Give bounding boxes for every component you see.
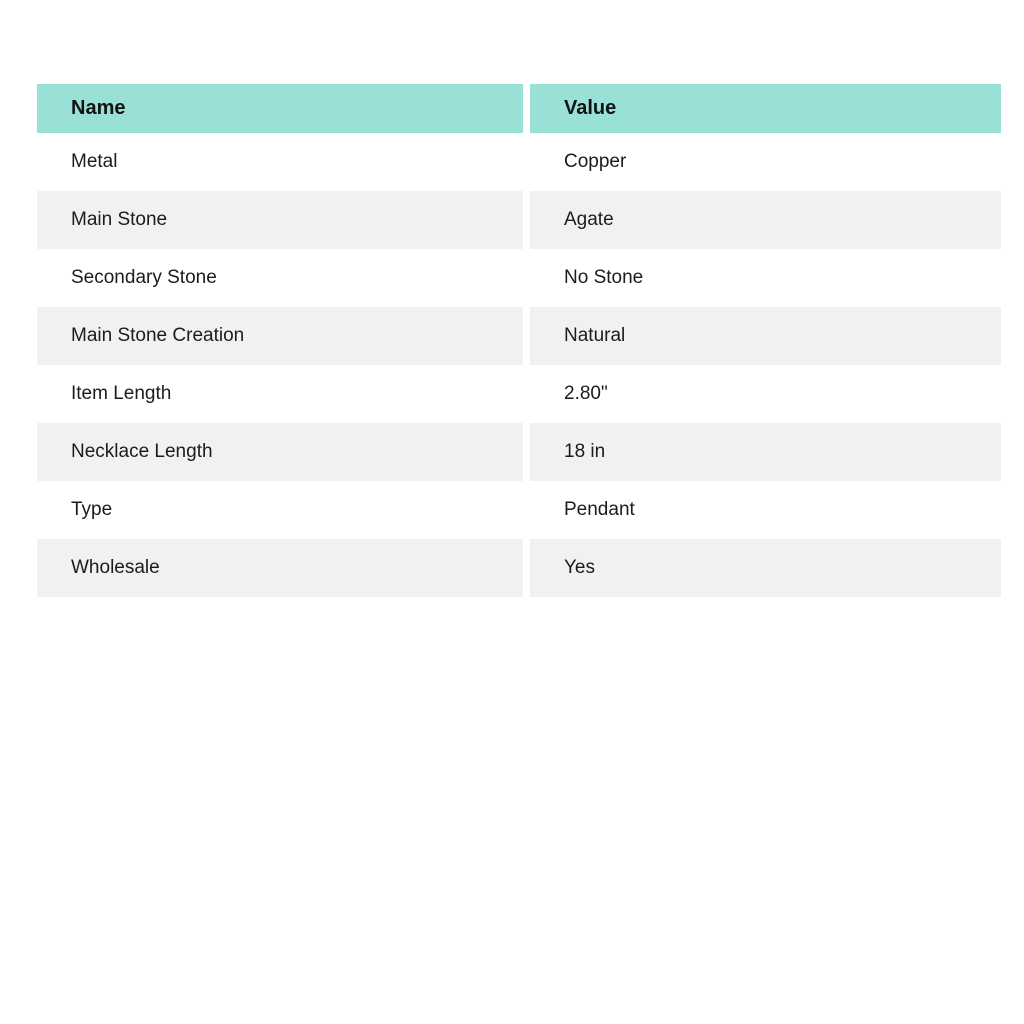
header-name-label: Name	[71, 97, 126, 119]
row-name-cell	[37, 365, 523, 423]
row-name-cell	[37, 481, 523, 539]
header-cell-name	[37, 84, 523, 133]
row-name-cell	[37, 249, 523, 307]
row-name-cell	[37, 191, 523, 249]
attribute-value: 2.80"	[564, 383, 608, 404]
row-value-cell	[530, 481, 1001, 539]
row-value-cell	[530, 133, 1001, 191]
row-name-cell	[37, 307, 523, 365]
row-value-cell	[530, 191, 1001, 249]
attribute-value: Pendant	[564, 499, 635, 520]
table-row	[37, 133, 1001, 191]
table-header-row	[37, 84, 1001, 133]
row-value-cell	[530, 423, 1001, 481]
header-value-label: Value	[564, 97, 617, 119]
row-value-cell	[530, 307, 1001, 365]
table-row	[37, 481, 1001, 539]
attribute-name: Wholesale	[71, 557, 160, 578]
table-row	[37, 365, 1001, 423]
row-value-cell	[530, 365, 1001, 423]
table-row	[37, 539, 1001, 597]
attribute-name: Necklace Length	[71, 441, 213, 462]
row-name-cell	[37, 539, 523, 597]
table-row	[37, 249, 1001, 307]
attribute-name: Main Stone Creation	[71, 325, 245, 346]
attribute-value: Natural	[564, 325, 626, 346]
table-row	[37, 191, 1001, 249]
row-value-cell	[530, 249, 1001, 307]
table-row	[37, 423, 1001, 481]
attribute-value: 18 in	[564, 441, 606, 462]
row-value-cell	[530, 539, 1001, 597]
attributes-table	[37, 84, 1001, 597]
attribute-value: Copper	[564, 151, 627, 172]
attribute-value: Agate	[564, 209, 614, 230]
attribute-value: No Stone	[564, 267, 644, 288]
row-name-cell	[37, 133, 523, 191]
attribute-name: Main Stone	[71, 209, 168, 230]
attribute-name: Type	[71, 499, 113, 520]
attribute-value: Yes	[564, 557, 595, 578]
row-name-cell	[37, 423, 523, 481]
attribute-name: Metal	[71, 151, 118, 172]
attribute-name: Item Length	[71, 383, 172, 404]
attribute-name: Secondary Stone	[71, 267, 217, 288]
table-row	[37, 307, 1001, 365]
header-cell-value	[530, 84, 1001, 133]
